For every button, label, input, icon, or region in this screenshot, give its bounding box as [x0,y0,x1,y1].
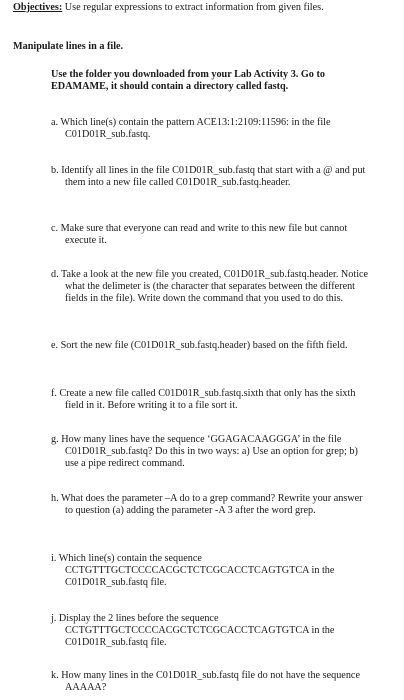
question-i-text: i. Which line(s) contain the sequence CCTGTTTGCTCCCCACGCTCTCGCACCTCAGTGTCA in the C01D01R_sub.fastq file. [51,553,335,588]
question-f-text: f. Create a new file called C01D01R_sub.fastq.sixth that only has the sixth field in it. Before writing it to a file sort it. [51,388,356,411]
question-f [51,388,369,412]
question-c-text: c. Make sure that everyone can read and write to this new file but cannot execute it. [51,223,348,246]
intro-paragraph: Use the folder you downloaded from your Lab Activity 3. Go to EDAMAME, it should contain a directory called fastq. [51,69,325,92]
question-b-text: b. Identify all lines in the file C01D01R_sub.fastq that start with a @ and put them into a new file called C01D01R_sub.fastq.header. [51,165,366,188]
question-j [51,613,369,649]
question-c [51,223,369,247]
question-e-text: e. Sort the new file (C01D01R_sub.fastq.header) based on the fifth field. [51,340,348,351]
question-g-text: g. How many lines have the sequence ‘GGAGACAAGGGA’ in the file C01D01R_sub.fastq? Do this in two ways: a) Use an option for grep; b) use a pipe redirect command. [51,434,358,469]
question-k [51,670,369,694]
section-title: Manipulate lines in a file. [13,41,124,52]
question-h-text: h. What does the parameter –A do to a grep command? Rewrite your answer to question (a) adding the parameter -A 3 after the word grep. [51,493,363,516]
question-g [51,434,369,470]
question-a [51,117,369,141]
question-d [51,269,369,305]
objectives-paragraph [13,2,393,14]
objectives-label: Objectives: [13,2,63,13]
question-j-text: j. Display the 2 lines before the sequence CCTGTTTGCTCCCCACGCTCTCGCACCTCAGTGTCA in the C01D01R_sub.fastq file. [51,613,335,648]
question-h [51,493,369,517]
objectives-text: Use regular expressions to extract information from given files. [62,2,324,13]
question-e [51,340,369,352]
question-k-text: k. How many lines in the C01D01R_sub.fastq file do not have the sequence AAAAA? [51,670,360,693]
question-a-text: a. Which line(s) contain the pattern ACE13:1:2109:11596: in the file C01D01R_sub.fastq. [51,117,331,140]
question-d-text: d. Take a look at the new file you created, C01D01R_sub.fastq.header. Notice what the delimeter is (the character that separates between the different fields in the file). Write down the command that you used to do this. [51,269,369,304]
question-i [51,553,369,589]
question-b [51,165,369,189]
